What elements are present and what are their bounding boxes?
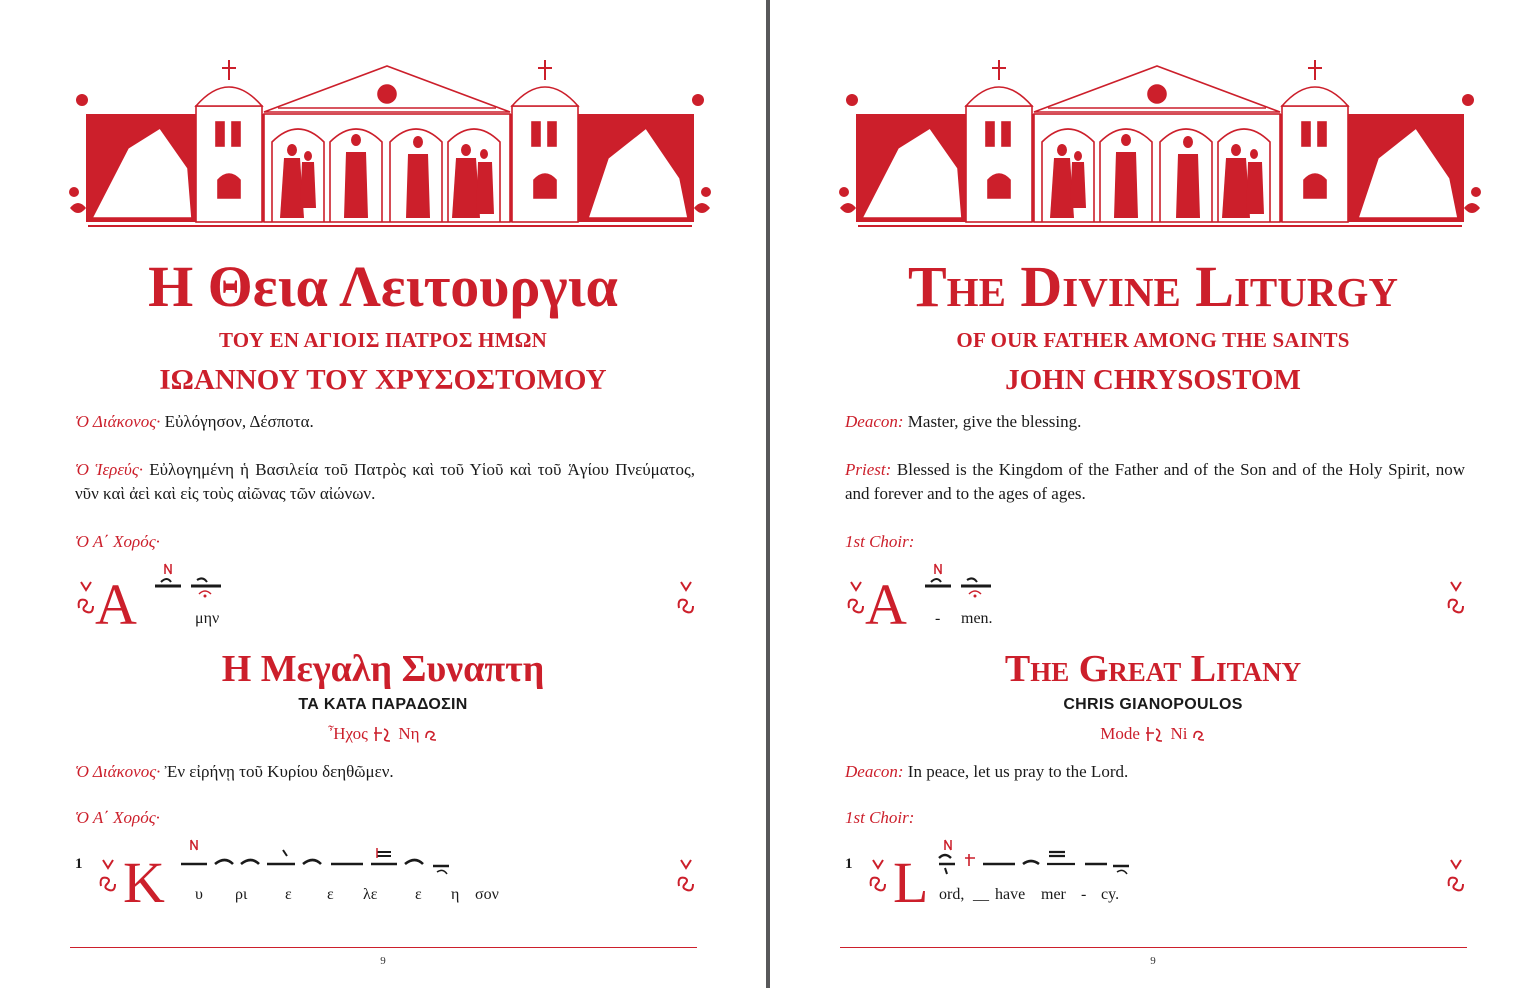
choir-label: 1st Choir: bbox=[845, 532, 915, 551]
martyria-mark-icon bbox=[675, 580, 697, 618]
choir-label-2: 1st Choir: bbox=[845, 808, 915, 827]
paragraph-text: Εὐλόγησον, Δέσποτα. bbox=[160, 412, 314, 431]
page-title: Η Θεια Λειτουργια bbox=[148, 254, 618, 319]
verse-number: 1 bbox=[75, 856, 83, 872]
syllable: ord, bbox=[939, 886, 965, 903]
syllable: ρι bbox=[235, 886, 248, 903]
martyria-sign-icon bbox=[424, 728, 438, 742]
syllable: ε bbox=[327, 886, 334, 903]
kyrie-hymn bbox=[75, 836, 700, 915]
syllable: cy. bbox=[1101, 886, 1120, 903]
neume-notation-icon bbox=[935, 836, 1135, 886]
priest-paragraph: Priest: Blessed is the Kingdom of the Father and of the Son and of the Holy Spirit, now and forever and to the ages of ages. bbox=[845, 460, 1465, 503]
role-label: Ὁ Ἱερεύς· bbox=[75, 460, 143, 479]
deacon-paragraph: Deacon: Master, give the blessing. bbox=[845, 412, 1082, 431]
mode-sign-icon bbox=[372, 725, 394, 745]
page-number: 9 bbox=[380, 955, 386, 967]
verse-number: 1 bbox=[845, 856, 853, 872]
syllable: mer bbox=[1041, 886, 1066, 903]
mode-label: Ἦχος bbox=[328, 724, 368, 743]
neume-notation-icon bbox=[141, 560, 241, 610]
drop-cap-letter: L bbox=[893, 850, 929, 915]
syllable: __ bbox=[973, 886, 989, 903]
martyria-mark-icon bbox=[1445, 858, 1467, 896]
deacon-paragraph bbox=[75, 410, 695, 434]
syllable: υ bbox=[195, 886, 203, 903]
syllable: ε bbox=[285, 886, 292, 903]
lord-hymn bbox=[845, 836, 1470, 915]
section-title: Η Μεγαλη Συναπτη bbox=[221, 648, 545, 690]
left-page bbox=[0, 0, 766, 988]
martyria-mark-icon bbox=[845, 580, 867, 618]
martyria-mark-icon bbox=[675, 858, 697, 896]
byzantine-banner-illustration bbox=[838, 58, 1482, 236]
section-subtitle: ΤΑ ΚΑΤΑ ΠΑΡΑΔΟΣΙΝ bbox=[298, 696, 468, 713]
section-subtitle: CHRIS GIANOPOULOS bbox=[1063, 696, 1243, 713]
byzantine-banner-illustration bbox=[68, 58, 712, 236]
syllable: σον bbox=[475, 886, 499, 903]
drop-cap-letter: Α bbox=[95, 572, 137, 637]
footer-rule bbox=[70, 947, 697, 948]
mode-line bbox=[0, 724, 766, 745]
mode-note: Ni bbox=[1170, 724, 1188, 743]
syllable: μην bbox=[195, 610, 220, 627]
neume-notation-icon bbox=[911, 560, 1011, 610]
priest-paragraph bbox=[75, 458, 695, 506]
footer-rule bbox=[840, 947, 1467, 948]
paragraph-text: Εὐλογημένη ἡ Βασιλεία τοῦ Πατρὸς καὶ τοῦ Υἱοῦ καὶ τοῦ Ἁγίου Πνεύματος, νῦν καὶ ἀεὶ καὶ εἰς τοὺς αἰῶνας τῶν αἰώνων. bbox=[75, 460, 695, 503]
syllable: λε bbox=[363, 886, 378, 903]
mode-sign-icon bbox=[1144, 725, 1166, 745]
martyria-mark-icon bbox=[1445, 580, 1467, 618]
syllable: men. bbox=[961, 610, 993, 627]
page-title: The Divine Liturgy bbox=[908, 254, 1398, 319]
role-label: Ὁ Διάκονος· bbox=[75, 412, 161, 431]
page-number: 9 bbox=[1150, 955, 1156, 967]
deacon-paragraph-2: Deacon: In peace, let us pray to the Lord. bbox=[845, 762, 1129, 781]
section-title: The Great Litany bbox=[1004, 648, 1302, 690]
deacon-paragraph-2: Ὁ Διάκονος· Ἐν εἰρήνῃ τοῦ Κυρίου δεηθῶμεν. bbox=[75, 762, 394, 781]
subtitle-line-1: OF OUR FATHER AMONG THE SAINTS bbox=[956, 328, 1350, 352]
choir-label-2: Ὁ Α΄ Χορός· bbox=[75, 808, 160, 827]
syllable: - bbox=[1081, 886, 1087, 903]
subtitle-line-1: ΤΟΥ ΕΝ ΑΓΙΟΙΣ ΠΑΤΡΟΣ ΗΜΩΝ bbox=[218, 328, 548, 352]
syllable-dash: - bbox=[935, 610, 941, 627]
martyria-mark-icon bbox=[867, 858, 889, 896]
neume-notation-icon bbox=[175, 836, 505, 886]
martyria-mark-icon bbox=[97, 858, 119, 896]
syllable: η bbox=[451, 886, 460, 903]
syllable: ε bbox=[415, 886, 422, 903]
martyria-mark-icon bbox=[75, 580, 97, 618]
subtitle-line-2: ΙΩΑΝΝΟΥ ΤΟΥ ΧΡΥΣΟΣΤΟΜΟΥ bbox=[159, 364, 607, 396]
mode-label: Mode bbox=[1100, 724, 1140, 743]
drop-cap-letter: A bbox=[865, 572, 907, 637]
drop-cap-letter: Κ bbox=[123, 850, 165, 915]
choir-label: Ὁ Α΄ Χορός· bbox=[75, 532, 160, 551]
syllable: have bbox=[995, 886, 1026, 903]
right-page bbox=[770, 0, 1536, 988]
amen-hymn bbox=[75, 560, 700, 637]
mode-note: Νη bbox=[398, 724, 420, 743]
martyria-sign-icon bbox=[1192, 728, 1206, 742]
mode-line bbox=[770, 724, 1536, 745]
subtitle-line-2: JOHN CHRYSOSTOM bbox=[1005, 364, 1301, 396]
amen-hymn bbox=[845, 560, 1470, 637]
